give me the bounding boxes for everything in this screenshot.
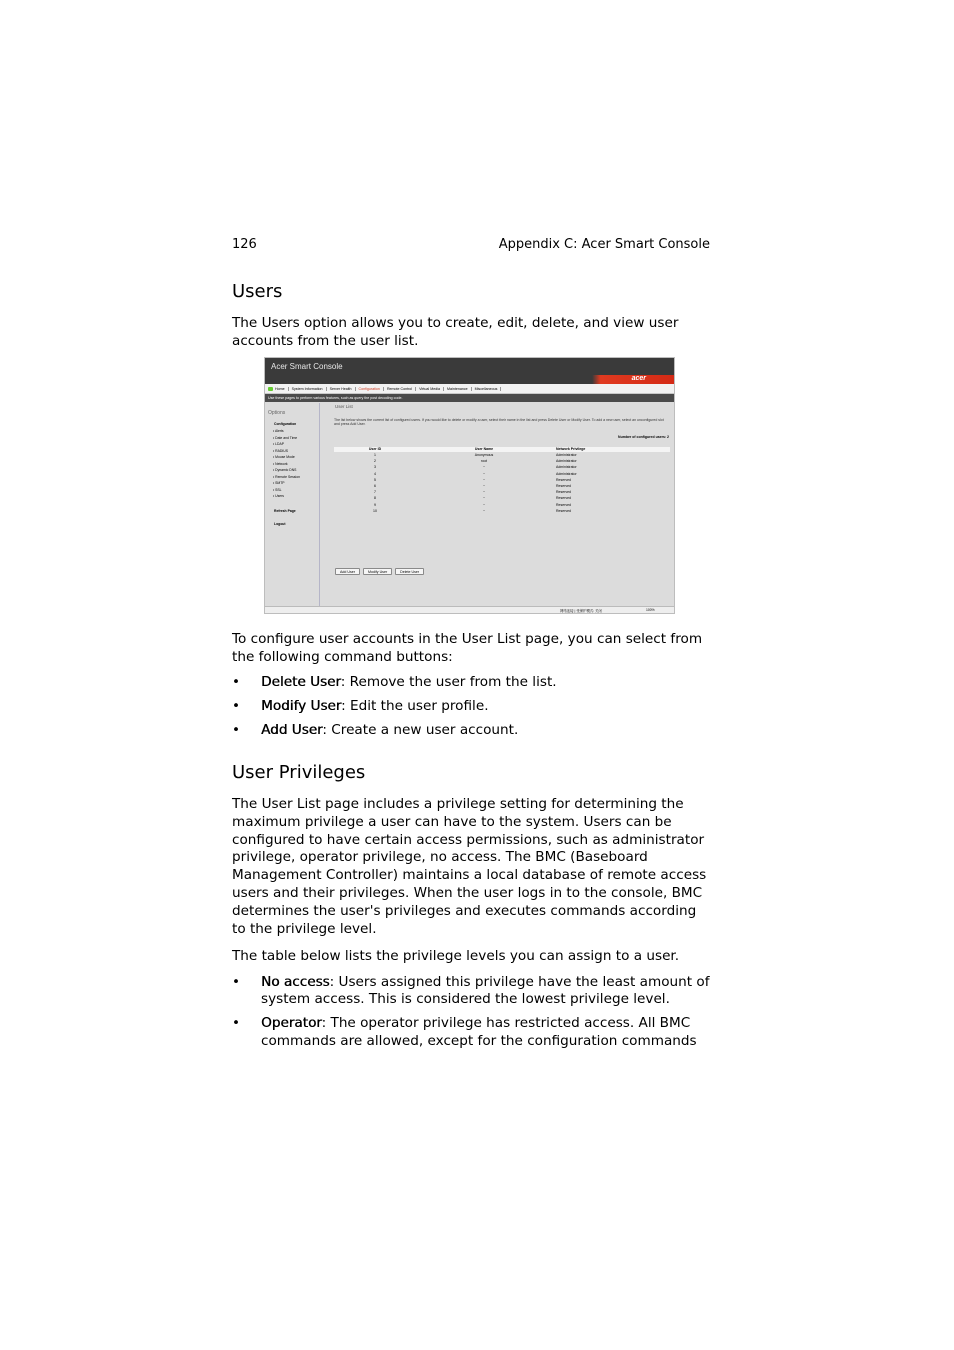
table-row[interactable]: 5 ~ Reserved <box>374 477 571 482</box>
add-user-button[interactable]: Add User <box>335 568 360 575</box>
refresh-page-link[interactable]: Refresh Page <box>274 509 296 513</box>
user-table-header <box>334 447 670 452</box>
zoom-level[interactable]: 100% <box>646 608 655 612</box>
nav-home[interactable]: Home <box>275 387 289 391</box>
brand-bar <box>265 375 674 384</box>
options-sidebar <box>265 403 320 606</box>
user-list-description: The list below shows the current list of configured users. If you would like to delete or modify a user, select their name in the list and press Delete User or Modify User. To add a new user, select an unconfigured slot and press Add User. <box>334 418 664 427</box>
nav-miscellaneous[interactable]: Miscellaneous <box>475 387 502 391</box>
privilege-list <box>232 974 712 1057</box>
top-nav <box>265 384 674 394</box>
logout-link[interactable]: Logout <box>274 522 286 526</box>
list-item: • Delete User: Remove the user from the list. <box>232 674 557 690</box>
commands-intro: To configure user accounts in the User List page, you can select from the following command buttons: <box>232 631 703 665</box>
users-intro: The Users option allows you to create, edit, delete, and view user accounts from the user list. <box>232 315 679 349</box>
users-heading: Users <box>232 281 283 302</box>
sidebar-item[interactable]: • SSL <box>273 487 282 492</box>
user-privileges-heading: User Privileges <box>232 762 366 783</box>
delete-user-button[interactable]: Delete User <box>395 568 424 575</box>
user-list-panel <box>334 403 669 606</box>
app-titlebar: Acer Smart Console <box>265 358 674 375</box>
sidebar-item-users[interactable]: • Users <box>273 494 284 498</box>
modify-user-button[interactable]: Modify User <box>363 568 392 575</box>
running-header: Appendix C: Acer Smart Console <box>498 237 710 252</box>
sidebar-item[interactable]: • Alerts <box>273 429 284 433</box>
sidebar-item[interactable]: • Network <box>273 461 288 466</box>
table-row[interactable]: 1 Anonymous Administrator <box>374 453 577 458</box>
nav-remote-control[interactable]: Remote Control <box>387 387 416 391</box>
privileges-para-2: The table below lists the privilege levels you can assign to a user. <box>232 948 680 964</box>
page-number: 126 <box>232 237 257 252</box>
info-strip: Use these pages to perform various features, such as query the post decoding code. <box>265 394 674 402</box>
list-item: • Modify User: Edit the user profile. <box>232 697 489 714</box>
user-list-title: User List <box>335 404 353 409</box>
list-item: • No access: Users assigned this privilege have the least amount of system access. This is considered the lowest privilege level. <box>232 974 710 1008</box>
sidebar-item[interactable]: • SMTP <box>273 481 285 485</box>
list-item: • Add User: Create a new user account. <box>232 721 519 738</box>
browser-status-bar <box>265 606 674 613</box>
table-row[interactable]: 7 ~ Reserved <box>374 490 571 495</box>
sidebar-group-configuration: Configuration <box>274 422 297 426</box>
nav-configuration[interactable]: Configuration <box>359 387 384 391</box>
sidebar-item[interactable]: • Date and Time <box>273 435 298 440</box>
user-list-screenshot <box>264 357 675 614</box>
nav-maintenance[interactable]: Maintenance <box>447 387 472 391</box>
user-table <box>334 447 670 514</box>
sidebar-item[interactable]: • Dynamic DNS <box>273 468 297 472</box>
col-network-privilege[interactable]: Network Privilege <box>556 447 586 451</box>
sidebar-item[interactable]: • Mouse Mode <box>273 455 295 459</box>
table-row[interactable]: 4 ~ Administrator <box>374 471 577 476</box>
table-row[interactable]: 9 ~ Reserved <box>374 502 571 507</box>
nav-server-health[interactable]: Server Health <box>330 387 356 391</box>
col-user-name[interactable]: User Name <box>474 447 494 451</box>
table-row[interactable]: 2 root Administrator <box>374 459 577 464</box>
sidebar-item[interactable]: • Remote Session <box>273 474 301 479</box>
user-action-buttons <box>335 568 424 575</box>
sidebar-item[interactable]: • RADIUS <box>273 448 288 453</box>
list-item: • Operator: The operator privilege has restricted access. All BMC commands are allowed, except for the configuration commands <box>232 1015 697 1049</box>
table-row[interactable]: 6 ~ Reserved <box>374 484 571 489</box>
acer-logo: acer <box>631 375 646 382</box>
table-row[interactable]: 3 ~ Administrator <box>374 465 577 470</box>
command-list <box>232 674 712 746</box>
home-icon <box>268 387 273 391</box>
options-label: Options <box>268 410 286 416</box>
nav-system-information[interactable]: System Information <box>292 387 327 391</box>
table-row[interactable]: 8 ~ Reserved <box>374 496 571 501</box>
privileges-para-1: The User List page includes a privilege setting for determining the maximum privilege a user can have to the system. Users can be configured to have certain access permissions, such as administrator privilege, operator privilege, no access. The BMC (Baseboard Management Controller) maintains a local database of remote access users and their privileges. When the user logs in to the console, BMC determines the user's privileges and executes commands according to the privilege level. <box>232 796 707 937</box>
security-zone-text: 网络连接 | 受保护模式: 关闭 <box>560 609 602 613</box>
col-user-id[interactable]: User ID <box>368 447 382 451</box>
nav-virtual-media[interactable]: Virtual Media <box>419 387 444 391</box>
table-row[interactable]: 10 ~ Reserved <box>373 508 571 513</box>
sidebar-item[interactable]: • LDAP <box>273 442 284 446</box>
configured-users-count: Number of configured users: 2 <box>618 435 669 439</box>
